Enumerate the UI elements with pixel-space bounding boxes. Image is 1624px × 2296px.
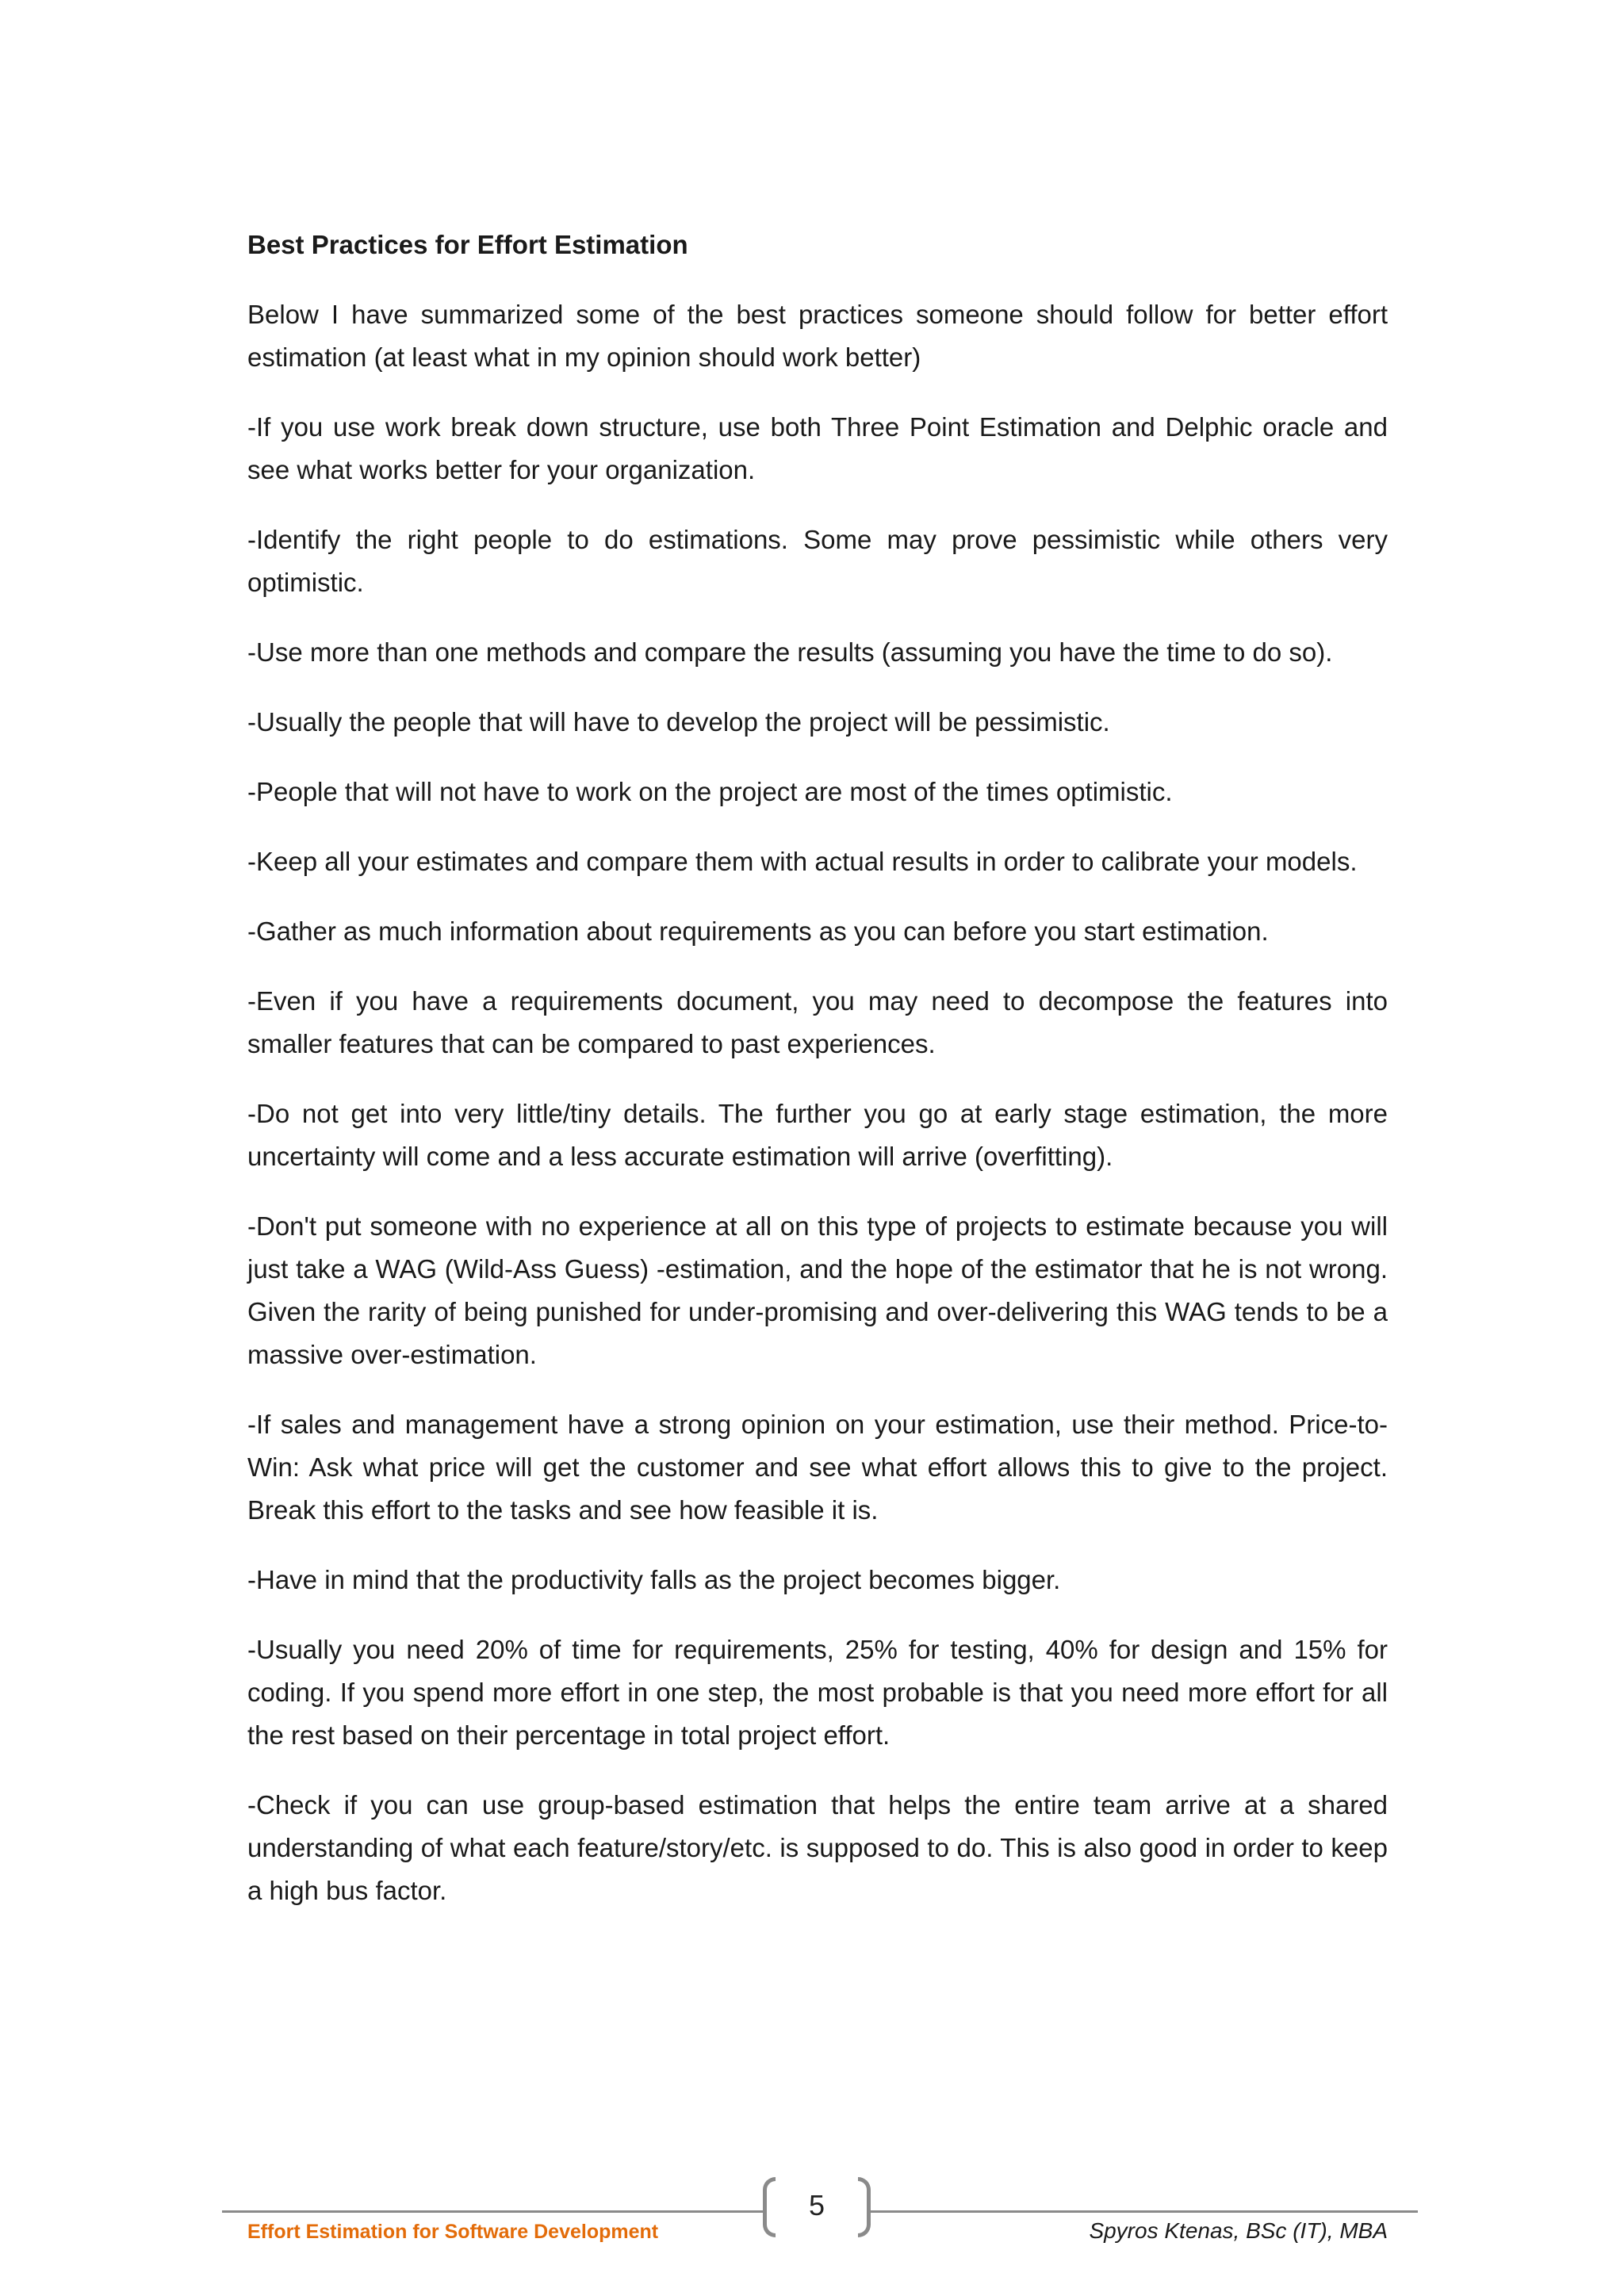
paragraph: -People that will not have to work on the project are most of the times optimistic. — [247, 777, 1173, 806]
paragraph: -If you use work break down structure, use both Three Point Estimation and Delphic oracle and see what works better for your organization. — [247, 412, 1388, 484]
paragraph: -Check if you can use group-based estimation that helps the entire team arrive at a shared understanding of what each feature/story/etc. is supposed to do. This is also good in order to keep a high bus factor. — [247, 1790, 1388, 1905]
page-body — [247, 224, 1388, 1939]
paragraph: -Even if you have a requirements document, you may need to decompose the features into smaller features that can be compared to past experiences. — [247, 986, 1388, 1058]
paragraph: -Keep all your estimates and compare them with actual results in order to calibrate your models. — [247, 847, 1358, 876]
paragraph: -Usually you need 20% of time for requirements, 25% for testing, 40% for design and 15% for coding. If you spend more effort in one step, the most probable is that you need more effort for all the rest based on their percentage in total project effort. — [247, 1635, 1388, 1750]
paragraph: -Do not get into very little/tiny details. The further you go at early stage estimation, the more uncertainty will come and a less accurate estimation will arrive (overfitting). — [247, 1099, 1388, 1171]
section-heading: Best Practices for Effort Estimation — [247, 230, 688, 259]
footer-rule-right — [871, 2210, 1418, 2213]
footer-author: Spyros Ktenas, BSc (IT), MBA — [1089, 2218, 1388, 2243]
paragraph: -Usually the people that will have to develop the project will be pessimistic. — [247, 707, 1110, 737]
page-number: 5 — [808, 2189, 825, 2221]
paragraph: -Don't put someone with no experience at all on this type of projects to estimate because you will just take a WAG (Wild-Ass Guess) -estimation, and the hope of the estimator that he is not wrong. Given the rarity of being punished for under-promising and over-delivering this WAG tends to be a massive over-estimation. — [247, 1211, 1388, 1369]
footer-document-title: Effort Estimation for Software Development — [247, 2221, 659, 2243]
page-number-bracket-left — [763, 2177, 776, 2237]
paragraph: -Identify the right people to do estimations. Some may prove pessimistic while others very optimistic. — [247, 525, 1388, 597]
paragraph: -Gather as much information about requirements as you can before you start estimation. — [247, 916, 1269, 946]
paragraph: Below I have summarized some of the best practices someone should follow for better effort estimation (at least what in my opinion should work better) — [247, 300, 1388, 372]
paragraph: -If sales and management have a strong opinion on your estimation, use their method. Price-to-Win: Ask what price will get the customer and see what effort allows this to give to the project. Break this effort to the tasks and see how feasible it is. — [247, 1410, 1388, 1525]
paragraph: -Use more than one methods and compare the results (assuming you have the time to do so). — [247, 637, 1333, 667]
paragraph: -Have in mind that the productivity falls as the project becomes bigger. — [247, 1565, 1061, 1594]
footer-rule-left — [222, 2210, 763, 2213]
page-number-bracket-right — [858, 2177, 871, 2237]
